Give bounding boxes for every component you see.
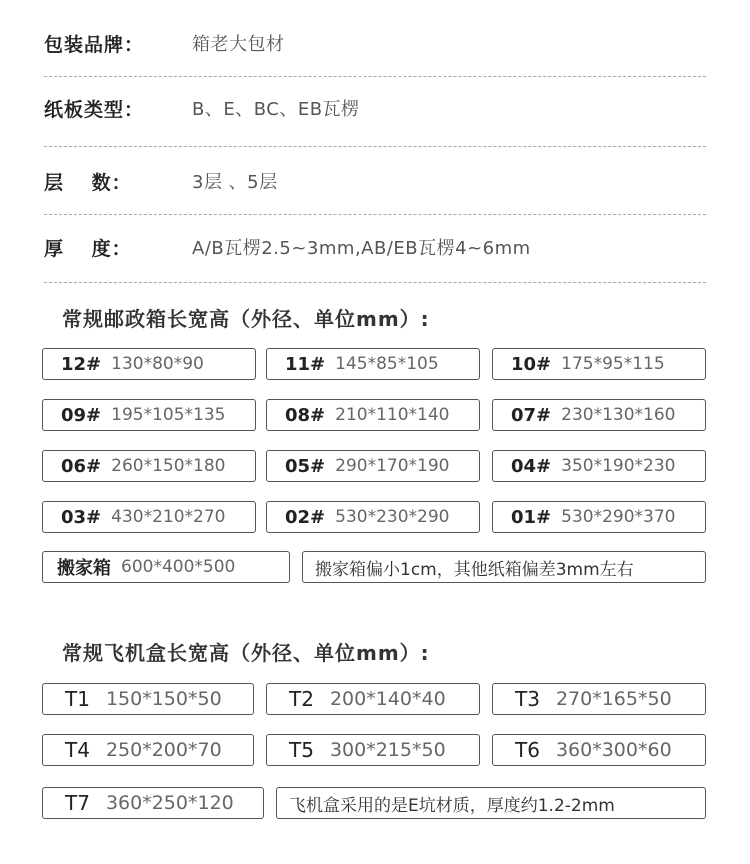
spec-label: 纸板类型： <box>44 98 145 121</box>
size-code: T6 <box>515 738 540 762</box>
airplane-section-title: 常规飞机盒长宽高（外径、单位mm）: <box>62 641 430 665</box>
size-box-t6 <box>492 734 706 766</box>
size-code: T2 <box>289 687 314 711</box>
size-code: 03# <box>61 506 102 528</box>
size-code: 09# <box>61 404 102 426</box>
size-box-10 <box>492 348 706 380</box>
size-dims: 200*140*40 <box>329 688 446 710</box>
divider <box>44 282 706 283</box>
size-code: 05# <box>285 455 326 477</box>
size-code: 11# <box>285 353 326 375</box>
size-box-moving <box>42 551 290 583</box>
size-code: 07# <box>511 404 552 426</box>
airplane-note-box <box>276 787 706 819</box>
size-dims: 300*215*50 <box>329 739 446 761</box>
postal-section-title: 常规邮政箱长宽高（外径、单位mm）: <box>62 307 430 331</box>
size-box-06 <box>42 450 256 482</box>
size-code: 搬家箱 <box>57 558 111 579</box>
airplane-note: 飞机盒采用的是E坑材质，厚度约1.2-2mm <box>289 795 615 816</box>
size-dims: 360*300*60 <box>555 739 672 761</box>
size-dims: 250*200*70 <box>105 739 222 761</box>
size-dims: 145*85*105 <box>335 354 439 374</box>
size-dims: 175*95*115 <box>561 354 665 374</box>
spec-label: 包装品牌： <box>44 33 145 56</box>
size-code: 10# <box>511 353 552 375</box>
size-box-03 <box>42 501 256 533</box>
size-box-05 <box>266 450 480 482</box>
size-dims: 430*210*270 <box>111 507 226 527</box>
size-box-09 <box>42 399 256 431</box>
size-code: 01# <box>511 506 552 528</box>
spec-value: B、E、BC、EB瓦楞 <box>192 99 360 120</box>
divider <box>44 76 706 77</box>
size-dims: 260*150*180 <box>111 456 226 476</box>
spec-brand-row <box>44 28 285 58</box>
postal-note: 搬家箱偏小1cm，其他纸箱偏差3mm左右 <box>315 559 634 580</box>
size-box-t3 <box>492 683 706 715</box>
spec-value: A/B瓦楞2.5~3mm,AB/EB瓦楞4~6mm <box>192 238 531 259</box>
size-box-01 <box>492 501 706 533</box>
size-box-t7 <box>42 787 264 819</box>
size-code: 12# <box>61 353 102 375</box>
size-box-04 <box>492 450 706 482</box>
size-box-07 <box>492 399 706 431</box>
size-box-11 <box>266 348 480 380</box>
size-code: 06# <box>61 455 102 477</box>
size-dims: 150*150*50 <box>105 688 222 710</box>
spec-thickness-row <box>44 232 531 262</box>
divider <box>44 146 706 147</box>
size-box-t5 <box>266 734 480 766</box>
size-code: 04# <box>511 455 552 477</box>
spec-board-row <box>44 93 360 123</box>
size-code: T3 <box>515 687 540 711</box>
size-dims: 230*130*160 <box>561 405 676 425</box>
size-dims: 270*165*50 <box>555 688 672 710</box>
size-dims: 530*290*370 <box>561 507 676 527</box>
spec-label: 层 数： <box>44 171 132 194</box>
size-code: T5 <box>289 738 314 762</box>
size-dims: 350*190*230 <box>561 456 676 476</box>
size-dims: 530*230*290 <box>335 507 450 527</box>
divider <box>44 214 706 215</box>
size-code: T7 <box>65 791 90 815</box>
size-dims: 130*80*90 <box>111 354 204 374</box>
spec-label: 厚 度： <box>44 237 132 260</box>
size-dims: 360*250*120 <box>105 792 234 814</box>
size-code: 02# <box>285 506 326 528</box>
size-dims: 290*170*190 <box>335 456 450 476</box>
size-dims: 600*400*500 <box>121 557 236 577</box>
size-box-t1 <box>42 683 254 715</box>
size-box-12 <box>42 348 256 380</box>
size-box-08 <box>266 399 480 431</box>
size-box-t4 <box>42 734 254 766</box>
spec-layers-row <box>44 166 278 196</box>
size-box-t2 <box>266 683 480 715</box>
size-code: T1 <box>65 687 90 711</box>
spec-value: 3层 、5层 <box>192 172 278 193</box>
postal-note-box <box>302 551 706 583</box>
spec-value: 箱老大包材 <box>192 34 285 55</box>
size-box-02 <box>266 501 480 533</box>
size-code: T4 <box>65 738 90 762</box>
size-code: 08# <box>285 404 326 426</box>
size-dims: 210*110*140 <box>335 405 450 425</box>
size-dims: 195*105*135 <box>111 405 226 425</box>
